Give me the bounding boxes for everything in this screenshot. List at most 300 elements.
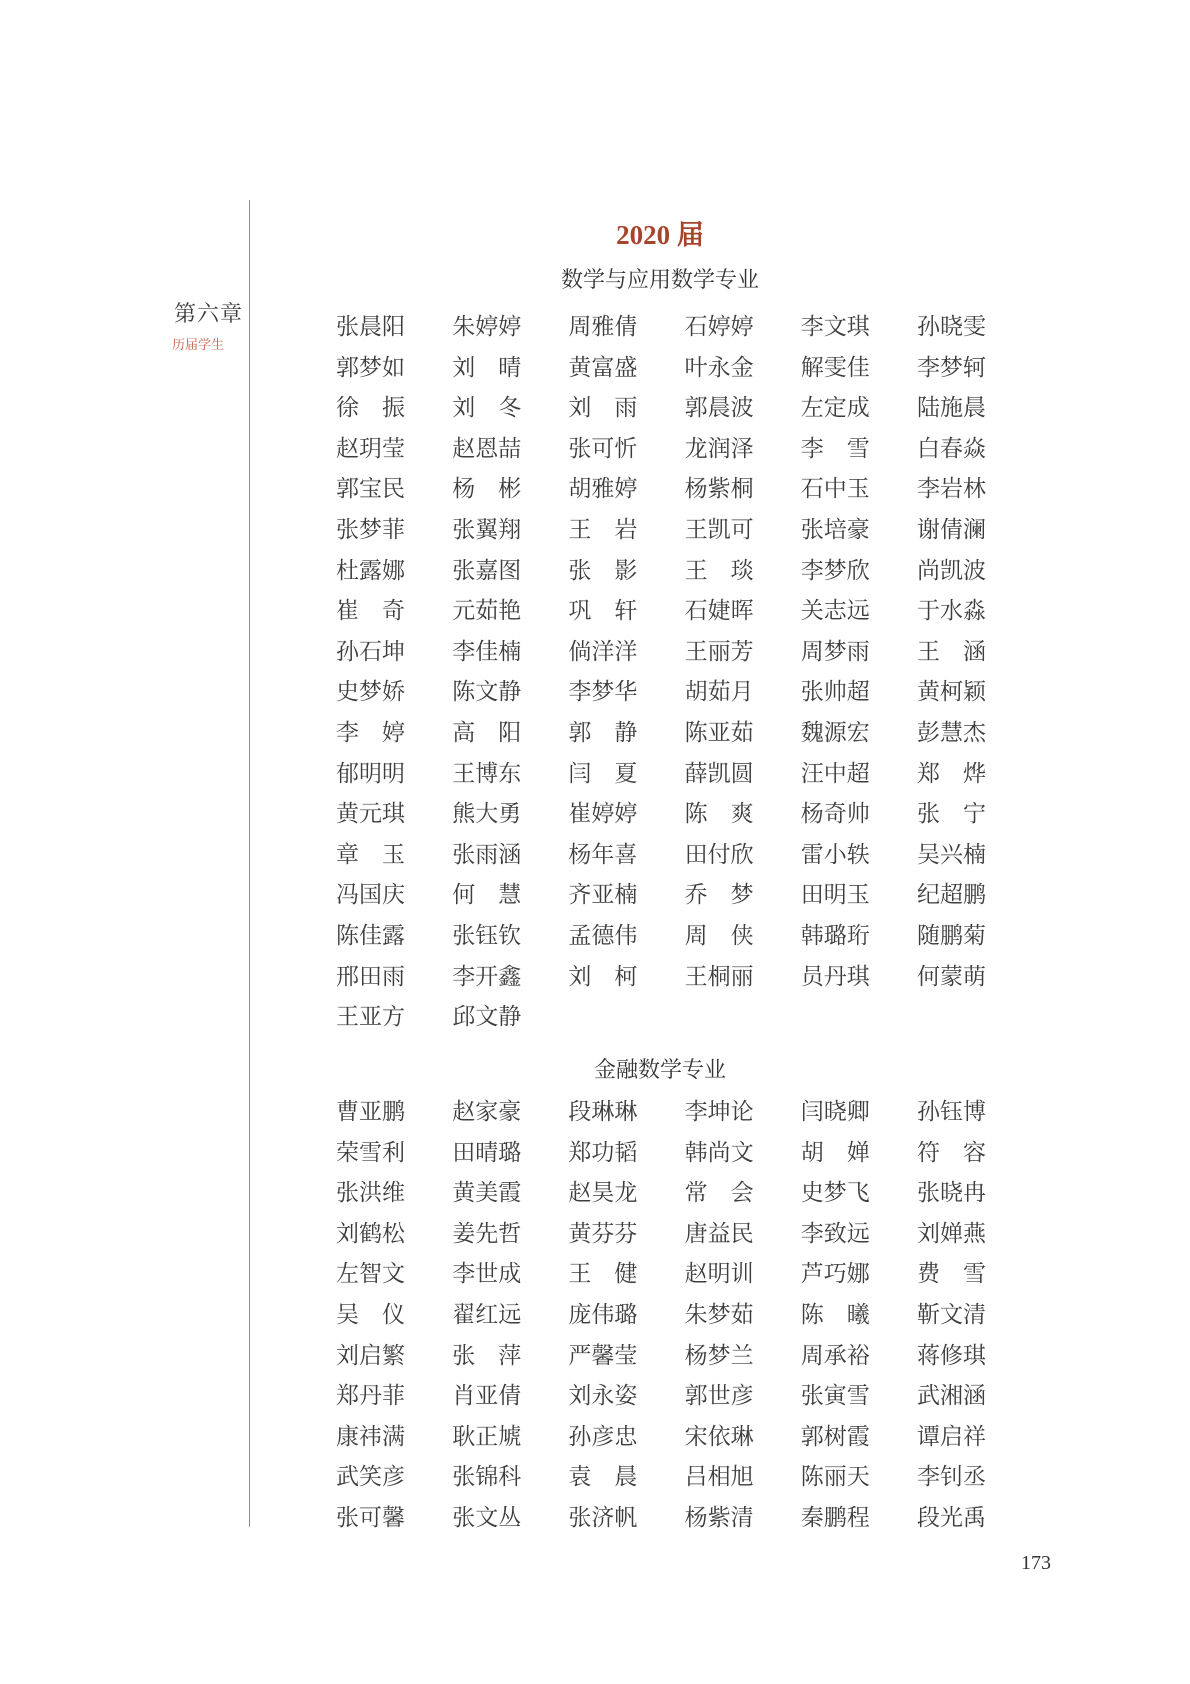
student-name: 耿正虓 (452, 1423, 522, 1449)
student-name: 张宁 (916, 801, 986, 827)
name-cell (568, 429, 684, 470)
student-name: 吴兴楠 (916, 841, 986, 867)
student-name: 赵恩喆 (452, 435, 522, 461)
student-name: 周承裕 (800, 1342, 870, 1368)
name-cell (685, 754, 801, 795)
name-cell (801, 794, 917, 835)
student-name: 郭宝民 (336, 476, 405, 502)
student-name: 陈爽 (684, 801, 754, 827)
student-name: 刘婵燕 (916, 1220, 986, 1246)
name-cell (452, 997, 568, 1038)
name-cell (801, 1295, 917, 1336)
student-name: 李梦欣 (800, 557, 870, 583)
name-cell (452, 388, 568, 429)
name-cell (336, 672, 452, 713)
student-name: 秦鹏程 (800, 1504, 870, 1530)
student-name: 肖亚倩 (452, 1383, 522, 1409)
name-cell (568, 754, 684, 795)
name-cell (801, 713, 917, 754)
name-cell (336, 713, 452, 754)
student-name: 张晓冉 (916, 1180, 986, 1206)
name-cell (568, 794, 684, 835)
name-cell (452, 794, 568, 835)
student-name: 张雨涵 (452, 841, 522, 867)
student-name: 王博东 (452, 760, 522, 786)
student-name: 李梦轲 (916, 354, 986, 380)
name-cell (336, 794, 452, 835)
student-name: 周侠 (684, 922, 754, 948)
student-name: 郭树霞 (800, 1423, 870, 1449)
student-name: 李梦华 (568, 679, 638, 705)
name-cell (336, 1417, 452, 1458)
student-name: 李世成 (452, 1261, 522, 1287)
name-cell (801, 632, 917, 673)
student-name: 朱婷婷 (452, 314, 522, 339)
name-cell (336, 997, 452, 1038)
name-cell (336, 1336, 452, 1377)
name-cell (685, 875, 801, 916)
student-name: 王亚方 (336, 1004, 405, 1030)
student-name: 谢倩澜 (916, 516, 986, 542)
name-cell (336, 916, 452, 957)
student-name: 陈丽天 (800, 1464, 870, 1490)
student-name: 王健 (568, 1261, 638, 1287)
name-cell (568, 1133, 684, 1174)
name-cell (801, 1133, 917, 1174)
name-cell (452, 1254, 568, 1295)
student-name: 刘冬 (452, 395, 522, 421)
name-cell (336, 348, 452, 389)
name-cell (336, 1133, 452, 1174)
name-cell (917, 672, 1033, 713)
name-cell (801, 551, 917, 592)
name-cell (685, 1173, 801, 1214)
name-cell (917, 1173, 1033, 1214)
name-cell (801, 1376, 917, 1417)
name-cell (917, 794, 1033, 835)
student-name: 龙润泽 (684, 435, 754, 461)
name-cell (336, 1254, 452, 1295)
name-cell (917, 1092, 1033, 1133)
name-cell (336, 754, 452, 795)
name-cell (336, 632, 452, 673)
student-name: 刘永姿 (568, 1383, 638, 1409)
student-name: 石婷婷 (684, 314, 754, 339)
name-cell (917, 1417, 1033, 1458)
name-cell (452, 1336, 568, 1377)
student-name: 杨紫桐 (684, 476, 754, 502)
name-cell (801, 916, 917, 957)
name-cell (568, 1336, 684, 1377)
name-cell (452, 1457, 568, 1498)
student-name: 周梦雨 (800, 638, 870, 664)
student-name: 吕相旭 (684, 1464, 754, 1490)
name-cell (452, 632, 568, 673)
name-cell (452, 1417, 568, 1458)
student-name: 熊大勇 (452, 801, 522, 827)
student-name: 陈佳露 (336, 922, 405, 948)
student-name: 郁明明 (336, 760, 405, 786)
name-cell (917, 1376, 1033, 1417)
name-cell (568, 469, 684, 510)
student-name: 郭梦如 (336, 354, 405, 380)
name-cell (801, 1336, 917, 1377)
student-name: 闫晓卿 (800, 1099, 870, 1124)
student-name: 张济帆 (568, 1504, 638, 1530)
name-cell (568, 1295, 684, 1336)
name-cell (917, 1498, 1033, 1539)
name-cell (685, 1336, 801, 1377)
name-cell (917, 1295, 1033, 1336)
student-name: 史梦飞 (800, 1180, 870, 1206)
name-cell (452, 591, 568, 632)
name-cell (801, 429, 917, 470)
student-name: 孙钰博 (916, 1099, 986, 1124)
name-cell (568, 1498, 684, 1539)
name-cell (568, 348, 684, 389)
name-cell (685, 632, 801, 673)
student-name: 孙石坤 (336, 638, 405, 664)
student-name: 李开鑫 (452, 963, 522, 989)
name-cell (801, 1498, 917, 1539)
student-name: 武笑彦 (336, 1464, 405, 1490)
student-name: 张可馨 (336, 1504, 405, 1530)
name-cell (568, 307, 684, 348)
student-name: 周雅倩 (568, 314, 638, 339)
name-cell (568, 1173, 684, 1214)
name-cell (568, 1376, 684, 1417)
name-cell (685, 348, 801, 389)
student-name: 韩尚文 (684, 1139, 754, 1165)
student-name: 杨梦兰 (684, 1342, 754, 1368)
name-cell (917, 713, 1033, 754)
student-name: 姜先哲 (452, 1220, 522, 1246)
name-cell (568, 672, 684, 713)
name-cell (336, 388, 452, 429)
name-cell (685, 1254, 801, 1295)
student-name: 谭启祥 (916, 1423, 986, 1449)
student-name: 庞伟璐 (568, 1301, 638, 1327)
name-cell (917, 1457, 1033, 1498)
student-name: 石中玉 (800, 476, 870, 502)
name-cell (685, 794, 801, 835)
name-cell (452, 1295, 568, 1336)
student-name: 杨奇帅 (800, 801, 870, 827)
student-name: 彭慧杰 (916, 719, 986, 745)
chapter-subtitle: 历届学生 (172, 337, 225, 352)
name-cell (801, 307, 917, 348)
chapter-label: 第六章 (173, 301, 243, 326)
name-cell (685, 1295, 801, 1336)
student-name: 李文琪 (800, 314, 870, 339)
student-name: 张培豪 (800, 516, 870, 542)
student-name: 张影 (568, 557, 638, 583)
student-name: 王岩 (568, 516, 638, 542)
student-name: 孟德伟 (568, 922, 638, 948)
name-cell (685, 1214, 801, 1255)
name-cell (801, 1254, 917, 1295)
student-name: 杨年喜 (568, 841, 638, 867)
section-heading-financial-math: 金融数学专业 (593, 1057, 726, 1082)
name-cell (452, 957, 568, 998)
student-name: 刘雨 (568, 395, 638, 421)
name-cell (917, 1336, 1033, 1377)
name-cell (801, 510, 917, 551)
student-name: 员丹琪 (800, 963, 870, 989)
student-name: 何蒙萌 (916, 963, 986, 989)
student-name: 胡婵 (800, 1139, 870, 1165)
student-name: 芦巧娜 (800, 1261, 870, 1287)
student-name: 蒋修琪 (916, 1342, 986, 1368)
student-name: 刘柯 (568, 963, 638, 989)
student-name: 邢田雨 (336, 963, 405, 989)
name-cell (336, 1092, 452, 1133)
name-cell (568, 957, 684, 998)
name-cell (917, 348, 1033, 389)
name-cell (452, 348, 568, 389)
student-name: 李钊丞 (916, 1464, 986, 1490)
student-name: 张寅雪 (800, 1383, 870, 1409)
name-cell (917, 1254, 1033, 1295)
student-name: 常会 (684, 1180, 754, 1206)
name-cell (685, 957, 801, 998)
name-cell (917, 591, 1033, 632)
name-cell (801, 1214, 917, 1255)
student-name: 武湘涵 (916, 1383, 986, 1409)
name-cell (917, 916, 1033, 957)
name-cell (336, 551, 452, 592)
student-name: 于水淼 (916, 598, 986, 624)
name-cell (336, 469, 452, 510)
student-name: 宋依琳 (684, 1423, 754, 1449)
name-cell (452, 1092, 568, 1133)
name-cell (568, 916, 684, 957)
student-name: 段光禹 (916, 1504, 986, 1530)
name-cell (801, 591, 917, 632)
name-cell (685, 307, 801, 348)
student-name: 张钰钦 (452, 922, 522, 948)
student-name: 王丽芳 (684, 638, 754, 664)
name-cell (452, 1498, 568, 1539)
name-cell (917, 1133, 1033, 1174)
student-name: 杨紫清 (684, 1504, 754, 1530)
student-name: 左定成 (800, 395, 870, 421)
student-name: 韩璐珩 (800, 922, 870, 948)
name-cell (452, 429, 568, 470)
name-cell (801, 1092, 917, 1133)
student-name: 郑烨 (916, 760, 986, 786)
student-name: 孙晓雯 (916, 314, 986, 339)
name-cell (452, 1376, 568, 1417)
name-cell (801, 1417, 917, 1458)
student-name: 胡雅婷 (568, 476, 638, 502)
name-cell (917, 957, 1033, 998)
student-name: 郭晨波 (684, 395, 754, 421)
student-name: 康祎满 (336, 1423, 405, 1449)
name-cell (568, 510, 684, 551)
name-cell (568, 1254, 684, 1295)
student-name: 尚凯波 (916, 557, 986, 583)
student-name: 黄美霞 (452, 1180, 522, 1206)
student-name: 杜露娜 (336, 557, 405, 583)
student-name: 随鹏菊 (916, 922, 986, 948)
name-cell (917, 875, 1033, 916)
student-name: 荣雪利 (336, 1139, 405, 1165)
name-cell (452, 875, 568, 916)
student-name: 吴仪 (336, 1301, 405, 1327)
student-name: 胡茹月 (684, 679, 754, 705)
name-cell (452, 672, 568, 713)
student-name: 左智文 (336, 1261, 405, 1287)
name-cell (568, 875, 684, 916)
student-name: 齐亚楠 (568, 882, 638, 908)
student-name: 李佳楠 (452, 638, 522, 664)
name-cell (568, 835, 684, 876)
name-cell (917, 551, 1033, 592)
name-cell (336, 875, 452, 916)
student-name: 王桐丽 (684, 963, 754, 989)
name-cell (452, 1173, 568, 1214)
name-cell (685, 1376, 801, 1417)
student-name: 黄元琪 (336, 801, 405, 827)
name-cell (685, 551, 801, 592)
name-cell (568, 1092, 684, 1133)
name-cell (452, 1133, 568, 1174)
student-name: 张梦菲 (336, 516, 405, 542)
student-name: 严馨莹 (568, 1342, 638, 1368)
chapter-divider-line (249, 200, 250, 1527)
name-cell (452, 754, 568, 795)
student-name: 陈亚茹 (684, 719, 754, 745)
student-name: 唐益民 (684, 1220, 754, 1246)
student-name: 陆施晨 (916, 395, 986, 421)
name-cell (917, 1214, 1033, 1255)
name-cell (568, 388, 684, 429)
student-name: 郑功韬 (568, 1139, 638, 1165)
name-cell (685, 1092, 801, 1133)
year-title: 2020 届 (616, 220, 704, 250)
student-name: 赵昊龙 (568, 1180, 638, 1206)
name-cell (685, 1133, 801, 1174)
name-cell (685, 510, 801, 551)
student-name: 孙彦忠 (568, 1423, 638, 1449)
student-name: 巩轩 (568, 598, 638, 624)
page-number: 173 (1021, 1552, 1051, 1574)
student-name: 李坤论 (684, 1099, 754, 1124)
student-name: 张洪维 (336, 1180, 405, 1206)
name-cell (452, 1214, 568, 1255)
student-name: 李致远 (800, 1220, 870, 1246)
student-name: 崔婷婷 (568, 801, 638, 827)
name-cell (917, 835, 1033, 876)
student-name: 崔奇 (336, 598, 405, 624)
name-cell (685, 469, 801, 510)
student-name: 费雪 (916, 1261, 986, 1287)
name-cell (452, 551, 568, 592)
student-name: 张晨阳 (336, 314, 405, 339)
student-name: 段琳琳 (568, 1099, 638, 1124)
name-cell (568, 591, 684, 632)
student-name: 高阳 (452, 719, 522, 745)
student-name: 陈文静 (452, 679, 522, 705)
student-name: 薛凯圆 (684, 760, 754, 786)
student-name: 刘启繁 (336, 1342, 405, 1368)
name-cell (336, 510, 452, 551)
name-cell (917, 754, 1033, 795)
student-name: 徐振 (336, 395, 405, 421)
student-name: 刘晴 (452, 354, 522, 380)
name-cell (336, 1457, 452, 1498)
student-name: 纪超鹏 (916, 882, 986, 908)
student-name: 汪中超 (800, 760, 870, 786)
name-cell (801, 957, 917, 998)
name-cell (336, 1295, 452, 1336)
student-name: 张翼翔 (452, 516, 522, 542)
name-cell (452, 510, 568, 551)
student-name: 章玉 (336, 841, 405, 867)
student-name: 王涵 (916, 638, 986, 664)
name-cell (452, 835, 568, 876)
student-name: 郑丹菲 (336, 1383, 405, 1409)
name-cell (801, 388, 917, 429)
name-cell (685, 672, 801, 713)
student-name: 黄富盛 (568, 354, 638, 380)
name-cell (685, 1498, 801, 1539)
student-name: 李婷 (336, 719, 405, 745)
student-name: 元茹艳 (452, 598, 522, 624)
name-cell (801, 1457, 917, 1498)
name-cell (685, 1417, 801, 1458)
name-cell (452, 469, 568, 510)
student-name: 符容 (916, 1139, 986, 1165)
student-name: 田晴璐 (452, 1139, 522, 1165)
name-cell (685, 429, 801, 470)
student-name: 叶永金 (684, 354, 754, 380)
name-cell (917, 632, 1033, 673)
name-cell (336, 1173, 452, 1214)
name-cell (917, 510, 1033, 551)
student-name: 王凯可 (684, 516, 754, 542)
student-name: 曹亚鹏 (336, 1099, 405, 1124)
name-cell (917, 429, 1033, 470)
name-cell (685, 916, 801, 957)
name-cell (568, 632, 684, 673)
student-name: 张萍 (452, 1342, 522, 1368)
name-cell (452, 713, 568, 754)
student-name: 赵家豪 (452, 1099, 522, 1124)
name-cell (685, 388, 801, 429)
name-cell (452, 916, 568, 957)
student-name: 史梦娇 (336, 679, 405, 705)
student-name: 关志远 (800, 598, 870, 624)
name-cell (685, 835, 801, 876)
name-cell (336, 1214, 452, 1255)
student-name: 李岩林 (916, 476, 986, 502)
student-name: 倘洋洋 (568, 638, 638, 664)
name-cell (336, 1498, 452, 1539)
student-name: 冯国庆 (336, 882, 405, 908)
name-cell (568, 1457, 684, 1498)
student-name: 张帅超 (800, 679, 870, 705)
student-name: 解雯佳 (800, 354, 870, 380)
student-name: 何慧 (452, 882, 522, 908)
name-cell (685, 591, 801, 632)
name-cell (801, 348, 917, 389)
student-name: 赵明训 (684, 1261, 754, 1287)
student-name: 黄芬芬 (568, 1220, 638, 1246)
name-cell (568, 1417, 684, 1458)
name-cell (452, 307, 568, 348)
